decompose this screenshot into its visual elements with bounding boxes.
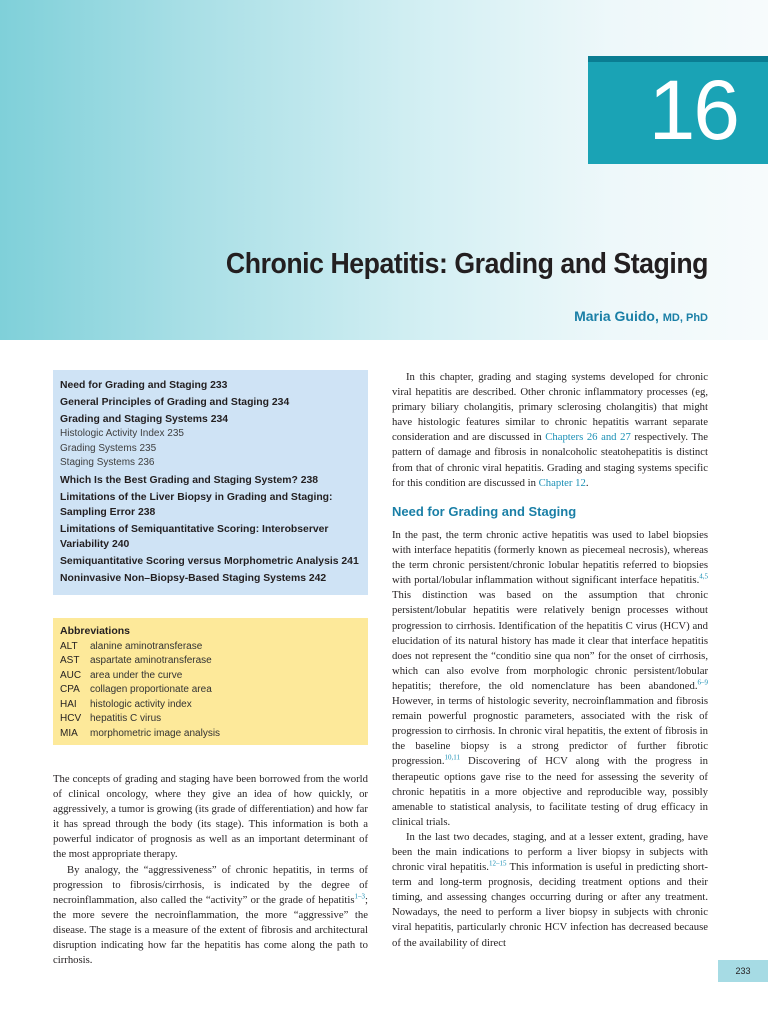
abbreviation-definition: hepatitis C virus bbox=[90, 713, 162, 724]
toc-entry[interactable]: Noninvasive Non–Biopsy-Based Staging Systems 242 bbox=[60, 572, 327, 584]
author-name: Maria Guido, bbox=[574, 308, 659, 324]
abbreviation-definition: morphometric image analysis bbox=[90, 727, 221, 739]
toc-entry[interactable]: Which Is the Best Grading and Staging System? 238 bbox=[60, 474, 319, 486]
header-band bbox=[0, 0, 768, 340]
toc-entry[interactable]: Limitations of Semiquantitative Scoring: Interobserver Variability 240 bbox=[60, 523, 329, 550]
paragraph: By analogy, the “aggressiveness” of chronic hepatitis, in terms of progression to fibrosis/cirrhosis, is indicated by the degree of necroinflammation, also called the “activity” or the grade of hepatitis$^{1-3}$; the more severe the necroinflammation, the more “aggressive” the disease. The stage is a measure of the extent of fibrosis and architectural disruption indicating how far the hepatitis has come along the path to cirrhosis. bbox=[53, 863, 368, 967]
abbreviation-code: CPA bbox=[60, 684, 80, 695]
chapter-link[interactable]: Chapters 26 and 27 bbox=[545, 431, 631, 444]
abbreviation-code: HCV bbox=[60, 713, 82, 724]
abbreviation-row bbox=[60, 698, 361, 713]
abbreviation-definition: alanine aminotransferase bbox=[90, 640, 203, 652]
abbreviation-row bbox=[60, 712, 361, 727]
abbreviation-row bbox=[60, 654, 361, 669]
citation-ref[interactable]: 10,11 bbox=[444, 753, 461, 762]
chapter-number: 16 bbox=[648, 63, 738, 157]
abbreviation-definition: area under the curve bbox=[90, 669, 183, 681]
chapter-link[interactable]: Chapter 12 bbox=[538, 476, 586, 489]
toc-subentry[interactable]: Grading Systems 235 bbox=[60, 442, 157, 454]
citation-ref[interactable]: 4,5 bbox=[699, 572, 708, 581]
left-column-text bbox=[53, 772, 368, 968]
abbreviation-code: ALT bbox=[60, 640, 78, 652]
paragraph: In the last two decades, staging, and at a lesser extent, grading, have been the main indications to perform a liver biopsy in subjects with chronic viral hepatitis.$^{12-15}$ This information is useful in predicting short-term and long-term prognosis, deciding treatment options and their timing, and assessing changes occurring during or after any treatment. Nowadays, the need to perform a liver biopsy in subjects with chronic viral hepatitis, particularly chronic HCV infection has decreased because of the availability of direct bbox=[392, 830, 708, 949]
toc-entry[interactable]: Grading and Staging Systems 234 bbox=[60, 414, 229, 425]
paragraph: In the past, the term chronic active hepatitis was used to label biopsies with interface hepatitis (formerly known as piecemeal necrosis), whereas the term chronic persistent/chronic lobular hepatitis referred to biopsies with portal/lobular inflammation without significant interface hepatitis.$^{4,5}$ This distinction was based on the assumption that chronic persistent/lobular hepatitis were relatively benign processes without progression to cirrhosis. Identification of the hepatitis C virus (HCV) and elucidation of its natural history has made it clear that interface hepatitis does not represent the “conditio sine qua non” for the onset of cirrhosis, which can also evolve from morphologic chronic persistent/lobular hepatitis; therefore, the old nomenclature has been abandoned.$^{6-9}$ However, in terms of histologic severity, necroinflammation and fibrosis remain powerful prognostic parameters, associated with the risk of progression to cirrhosis. In chronic viral hepatitis, the extent of fibrosis in the baseline biopsy is a strong predictor of further fibrotic progression.$^{10,11}$ Discovering of HCV along with the progress in therapeutic options gave rise to the need for assessing the severity of chronic hepatitis in a more objective and reproducible way, possibly amenable to statistical analysis, to facilitate testing of drug efficacy in clinical trials. bbox=[392, 529, 708, 828]
toc-entry[interactable]: Need for Grading and Staging 233 bbox=[60, 380, 228, 391]
abbreviation-row bbox=[60, 669, 361, 684]
toc-subentry[interactable]: Histologic Activity Index 235 bbox=[60, 428, 184, 439]
citation-ref[interactable]: 6–9 bbox=[697, 678, 708, 687]
section-text bbox=[392, 528, 708, 951]
toc-entry[interactable]: General Principles of Grading and Staging 234 bbox=[60, 397, 290, 408]
citation-ref[interactable]: 1–3 bbox=[354, 892, 366, 901]
chapter-title: Chronic Hepatitis: Grading and Staging bbox=[225, 248, 708, 280]
paragraph: In this chapter, grading and staging systems developed for chronic viral hepatitis are described. Other chronic inflammatory processes (eg, primary biliary cholangitis, primary sclerosing cholangitis) that might have histologic features similar to chronic hepatitis warrant separate consideration and are discussed in Chapters 26 and 27 respectively. The pattern of damage and fibrosis in nonalcoholic steatohepatitis is distinct from that of chronic viral hepatitis. Grading and staging systems specific for this condition are discussed in Chapter 12. bbox=[392, 371, 708, 489]
paragraph: The concepts of grading and staging have been borrowed from the world of clinical oncology, where they give an idea of how quickly, or aggressively, a tumor is growing (its grade of differentiation) and how far it has spread through the body (its stage). This information is both a powerful indicator of prognosis as well as an important determinant of the most appropriate therapy. bbox=[53, 773, 368, 861]
abbreviation-code: AUC bbox=[60, 669, 82, 681]
abbreviations-box bbox=[53, 618, 368, 745]
citation-ref[interactable]: 12–15 bbox=[488, 859, 507, 868]
abbreviation-code: MIA bbox=[60, 727, 78, 739]
toc-entry[interactable]: Semiquantitative Scoring versus Morphometric Analysis 241 bbox=[60, 555, 359, 567]
abbreviation-definition: histologic activity index bbox=[90, 698, 192, 710]
abbreviation-definition: aspartate aminotransferase bbox=[90, 655, 212, 666]
author-degrees: MD, PhD bbox=[662, 312, 708, 324]
section-heading: Need for Grading and Staging bbox=[392, 504, 577, 519]
intro-text bbox=[392, 370, 708, 491]
abbreviation-code: HAI bbox=[60, 698, 77, 710]
author bbox=[400, 308, 708, 324]
abbreviations-title: Abbreviations bbox=[60, 625, 131, 637]
toc-subentry[interactable]: Staging Systems 236 bbox=[60, 457, 155, 468]
page-number: 233 bbox=[718, 960, 768, 982]
abbreviation-row bbox=[60, 727, 361, 742]
chapter-outline bbox=[53, 370, 368, 595]
abbreviation-row bbox=[60, 683, 361, 698]
abbreviation-definition: collagen proportionate area bbox=[90, 684, 212, 695]
abbreviation-row bbox=[60, 640, 361, 655]
toc-entry[interactable]: Limitations of the Liver Biopsy in Grading and Staging: Sampling Error 238 bbox=[60, 491, 333, 518]
abbreviation-code: AST bbox=[60, 655, 80, 666]
